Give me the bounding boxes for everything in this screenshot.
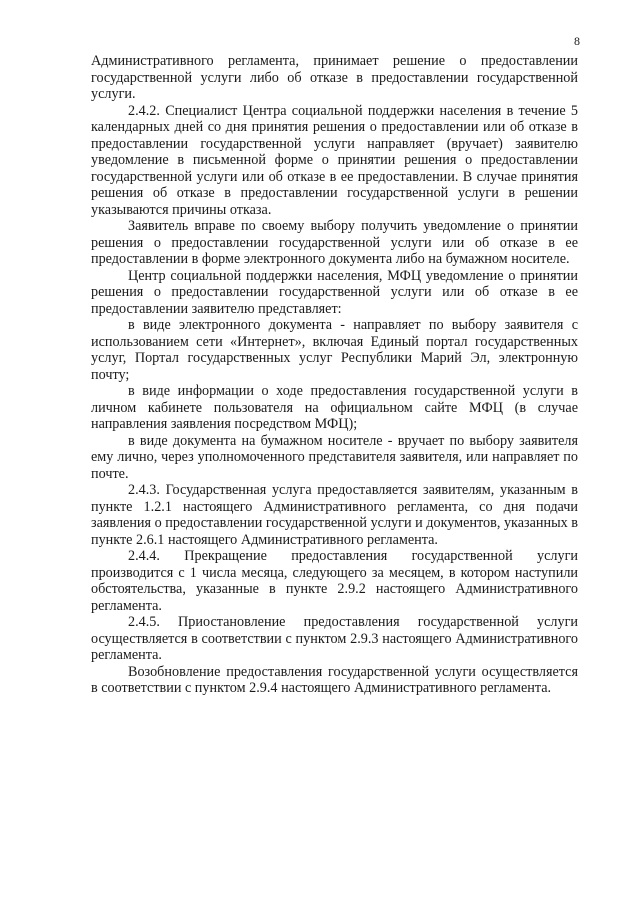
- paragraph-notification-delivery: Центр социальной поддержки населения, МФЦ уведомление о принятии решения о предоставлении государственной услуги или об отказе в ее предоставлении заявителю представляет:: [91, 267, 578, 317]
- paragraph-2-4-3: 2.4.3. Государственная услуга предоставляется заявителям, указанным в пункте 1.2.1 настоящего Административного регламента, со дня подачи заявления о предоставлении государственной услуги и документов, указанных в пункте 2.6.1 настоящего Административного регламента.: [91, 482, 578, 548]
- paragraph-electronic-document: в виде электронного документа - направляет по выбору заявителя с использованием сети «Интернет», включая Единый портал государственных услуг, Портал государственных услуг Республики Марий Эл, электронную почту;: [91, 317, 578, 383]
- paragraph-2-4-4: 2.4.4. Прекращение предоставления государственной услуги производится с 1 числа месяца, следующего за месяцем, в котором наступили обстоятельства, указанные в пункте 2.9.2 настоящего Административного регламента.: [91, 548, 578, 614]
- paragraph-paper-document: в виде документа на бумажном носителе - вручает по выбору заявителя ему лично, через уполномоченного представителя заявителя, или направляет по почте.: [91, 432, 578, 482]
- paragraph-2-4-5: 2.4.5. Приостановление предоставления государственной услуги осуществляется в соответствии с пунктом 2.9.3 настоящего Административного регламента.: [91, 614, 578, 663]
- paragraph-applicant-choice: Заявитель вправе по своему выбору получить уведомление о принятии решения о предоставлении государственной услуги или об отказе в ее предоставлении в форме электронного документа либо на бумажном носителе.: [91, 218, 578, 267]
- paragraph-personal-cabinet: в виде информации о ходе предоставления государственной услуги в личном кабинете пользователя на официальном сайте МФЦ (в случае направления заявления посредством МФЦ);: [91, 383, 578, 432]
- paragraph-2-4-2: 2.4.2. Специалист Центра социальной поддержки населения в течение 5 календарных дней со дня принятия решения о предоставлении или об отказе в предоставлении государственной услуги направляет (вручает) заявителю уведомление в письменной форме о принятии решения о предоставлении государственной услуги или об отказе в ее предоставлении. В случае принятия решения об отказе в предоставлении государственной услуги в решении указываются причины отказа.: [91, 102, 578, 218]
- document-body: [91, 53, 578, 697]
- paragraph-regulation-continuation: Административного регламента, принимает решение о предоставлении государственной услуги либо об отказе в предоставлении государственной услуги.: [91, 53, 578, 102]
- page-number: 8: [574, 34, 580, 48]
- paragraph-resumption: Возобновление предоставления государственной услуги осуществляется в соответствии с пунктом 2.9.4 настоящего Административного регламента.: [91, 663, 578, 696]
